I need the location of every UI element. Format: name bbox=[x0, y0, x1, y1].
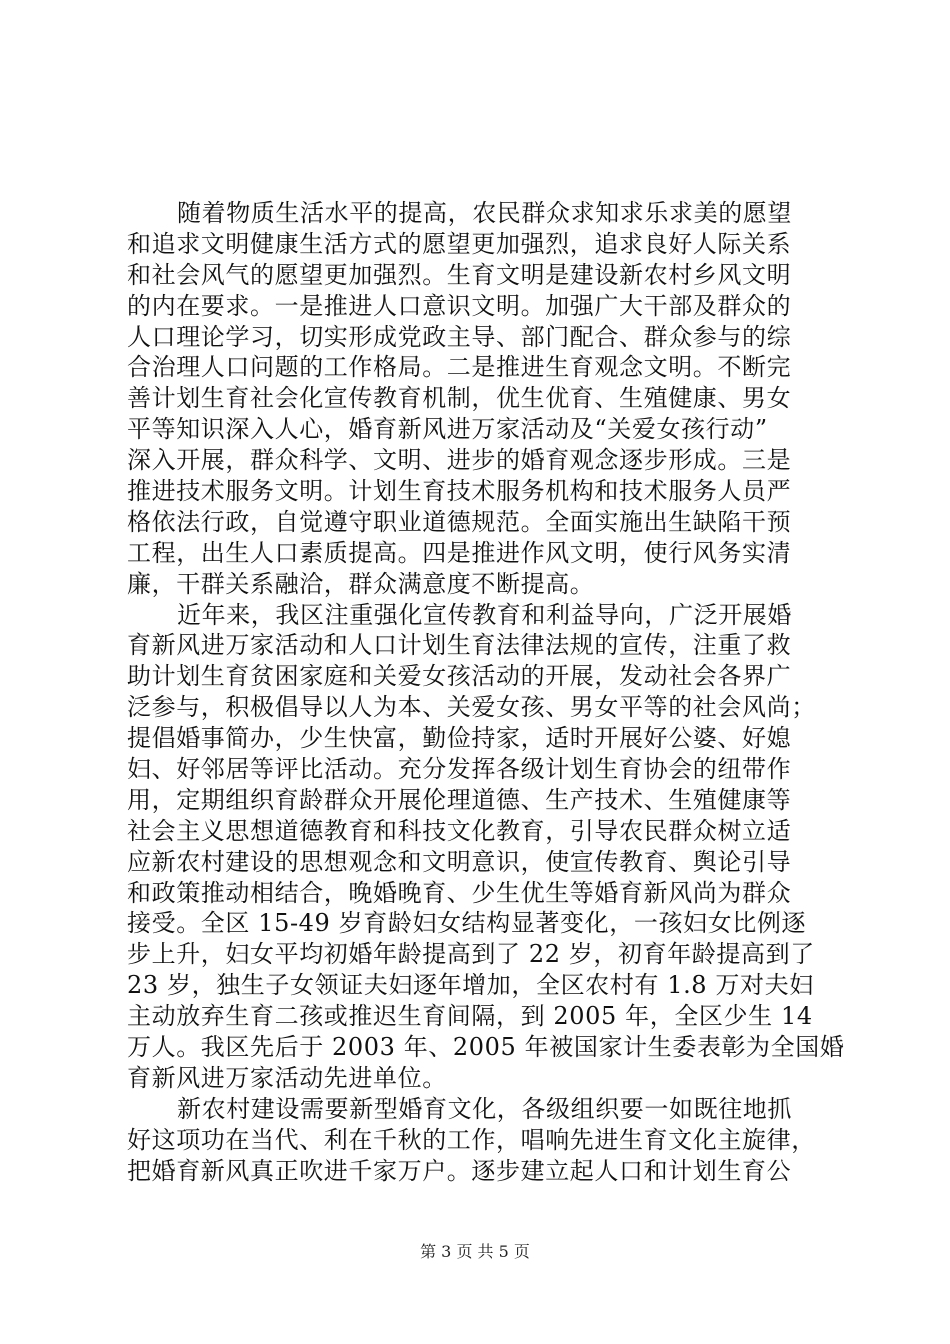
text-line: 万人。我区先后于 2003 年、2005 年被国家计生委表彰为全国婚 bbox=[127, 1033, 845, 1062]
text-line: 合治理人口问题的工作格局。二是推进生育观念文明。不断完 bbox=[127, 353, 792, 382]
page-footer bbox=[0, 1242, 950, 1262]
text-line: 助计划生育贫困家庭和关爱女孩活动的开展，发动社会各界广 bbox=[127, 662, 792, 691]
text-line: 和社会风气的愿望更加强烈。生育文明是建设新农村乡风文明 bbox=[127, 260, 792, 289]
text-line: 人口理论学习，切实形成党政主导、部门配合、群众参与的综 bbox=[127, 322, 792, 351]
text-line: 育新风进万家活动和人口计划生育法律法规的宣传，注重了救 bbox=[127, 631, 792, 660]
text-line: 用，定期组织育龄群众开展伦理道德、生产技术、生殖健康等 bbox=[127, 785, 792, 814]
text-line: 新农村建设需要新型婚育文化，各级组织要一如既往地抓 bbox=[177, 1094, 792, 1123]
text-line: 应新农村建设的思想观念和文明意识，使宣传教育、舆论引导 bbox=[127, 847, 792, 876]
text-line: 和追求文明健康生活方式的愿望更加强烈，追求良好人际关系 bbox=[127, 229, 792, 258]
text-line: 步上升，妇女平均初婚年龄提高到了 22 岁，初育年龄提高到了 bbox=[127, 940, 815, 969]
text-line: 社会主义思想道德教育和科技文化教育，引导农民群众树立适 bbox=[127, 816, 792, 845]
text-line: 妇、好邻居等评比活动。充分发挥各级计划生育协会的纽带作 bbox=[127, 755, 792, 784]
text-line: 廉，干群关系融洽，群众满意度不断提高。 bbox=[127, 569, 595, 598]
text-line: 23 岁，独生子女领证夫妇逐年增加，全区农村有 1.8 万对夫妇 bbox=[127, 971, 814, 1000]
text-line: 把婚育新风真正吹进千家万户。逐步建立起人口和计划生育公 bbox=[127, 1156, 792, 1185]
text-line: 和政策推动相结合，晚婚晚育、少生优生等婚育新风尚为群众 bbox=[127, 878, 792, 907]
text-line: 工程，出生人口素质提高。四是推进作风文明，使行风务实清 bbox=[127, 538, 792, 567]
text-line: 主动放弃生育二孩或推迟生育间隔，到 2005 年，全区少生 14 bbox=[127, 1002, 813, 1031]
text-line: 的内在要求。一是推进人口意识文明。加强广大干部及群众的 bbox=[127, 291, 792, 320]
text-line: 随着物质生活水平的提高，农民群众求知求乐求美的愿望 bbox=[177, 199, 792, 227]
body-text bbox=[127, 198, 845, 1187]
text-line: 育新风进万家活动先进单位。 bbox=[127, 1063, 447, 1092]
text-line: 深入开展，群众科学、文明、进步的婚育观念逐步形成。三是 bbox=[127, 446, 792, 475]
text-line: 近年来，我区注重强化宣传教育和利益导向，广泛开展婚 bbox=[177, 600, 792, 629]
text-line: 好这项功在当代、利在千秋的工作，唱响先进生育文化主旋律， bbox=[127, 1125, 816, 1154]
text-line: 接受。全区 15-49 岁育龄妇女结构显著变化，一孩妇女比例逐 bbox=[127, 909, 807, 938]
text-line: 泛参与，积极倡导以人为本、关爱女孩、男女平等的社会风尚； bbox=[127, 693, 816, 722]
text-line: 推进技术服务文明。计划生育技术服务机构和技术服务人员严 bbox=[127, 477, 792, 506]
text-line: 格依法行政，自觉遵守职业道德规范。全面实施出生缺陷干预 bbox=[127, 507, 792, 536]
page-number: 第 3 页 共 5 页 bbox=[420, 1242, 530, 1261]
text-line: 提倡婚事简办，少生快富，勤俭持家，适时开展好公婆、好媳 bbox=[127, 724, 792, 753]
text-line: 善计划生育社会化宣传教育机制，优生优育、生殖健康、男女 bbox=[127, 384, 792, 413]
text-line: 平等知识深入人心，婚育新风进万家活动及“关爱女孩行动” bbox=[127, 415, 768, 444]
